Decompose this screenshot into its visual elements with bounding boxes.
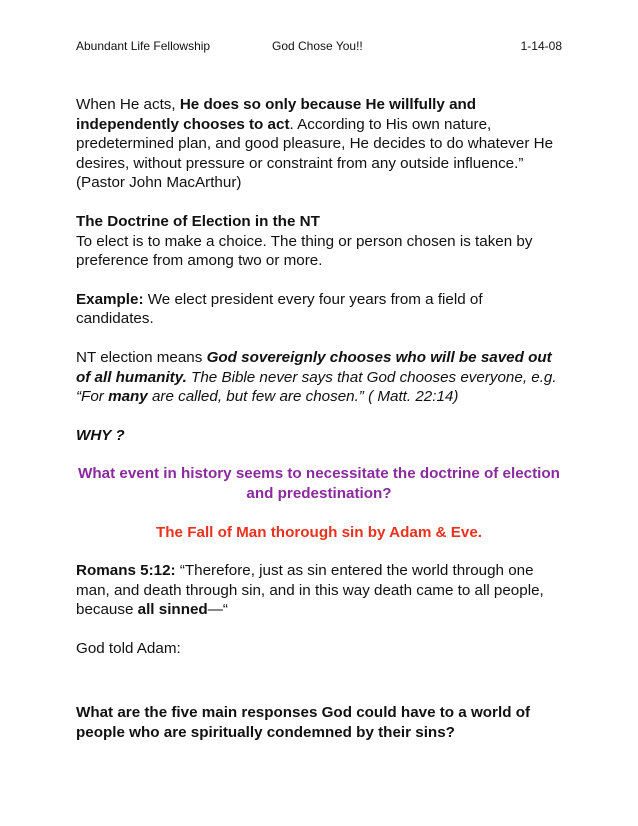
why-text: WHY ? bbox=[76, 426, 125, 444]
document-body bbox=[76, 95, 562, 743]
quote-lead: When He acts, bbox=[76, 96, 180, 113]
example-text: We elect president every four years from a field of candidates. bbox=[76, 290, 483, 328]
nt-election-bold-word: many bbox=[108, 388, 148, 406]
header-title: God Chose You!! bbox=[272, 39, 363, 53]
doctrine-heading bbox=[76, 212, 562, 232]
romans-text: “Therefore, just as sin entered the world through one man, and death through sin, and in this way death came to all people, because bbox=[76, 562, 544, 619]
nt-election-paragraph bbox=[76, 348, 562, 407]
doctrine-heading-text: The Doctrine of Election in the NT bbox=[76, 212, 320, 230]
romans-ref: Romans 5:12: bbox=[76, 562, 176, 580]
romans-paragraph bbox=[76, 561, 562, 620]
macarthur-quote bbox=[76, 95, 562, 193]
fall-answer: The Fall of Man thorough sin by Adam & Eve. bbox=[156, 523, 482, 541]
header-organization: Abundant Life Fellowship bbox=[76, 39, 211, 53]
nt-election-italic-1: The Bible never says that God chooses everyone, e.g. “For bbox=[76, 368, 557, 406]
five-responses-question bbox=[76, 703, 562, 742]
example-label: Example: bbox=[76, 290, 144, 308]
event-question: What event in history seems to necessitate the doctrine of election and predestination? bbox=[78, 465, 560, 502]
example-paragraph bbox=[76, 290, 562, 329]
header-date: 1-14-08 bbox=[520, 39, 562, 53]
nt-election-lead: NT election means bbox=[76, 348, 207, 366]
doctrine-definition: To elect is to make a choice. The thing or person chosen is taken by preference from among two or more. bbox=[76, 232, 533, 270]
why-heading bbox=[76, 426, 562, 446]
romans-end: —“ bbox=[207, 601, 228, 619]
quote-bold: He does so only because He willfully and independently chooses to act bbox=[76, 96, 477, 133]
romans-bold: all sinned bbox=[137, 601, 208, 619]
five-responses-text: What are the five main responses God could have to a world of people who are spiritually condemned by their sins? bbox=[76, 704, 531, 742]
nt-election-bold-italic: God sovereignly chooses who will be saved out of all humanity. bbox=[76, 348, 552, 386]
nt-election-italic-2: are called, but few are chosen.” ( Matt. 22:14) bbox=[147, 388, 459, 406]
quote-rest: . According to His own nature, predetermined plan, and good pleasure, He decides to do whatever He desires, without pressure or constraint from any outside influence.” (Pastor John MacArthur) bbox=[76, 115, 554, 192]
god-told-adam: God told Adam: bbox=[76, 639, 181, 657]
page-header bbox=[76, 38, 562, 54]
